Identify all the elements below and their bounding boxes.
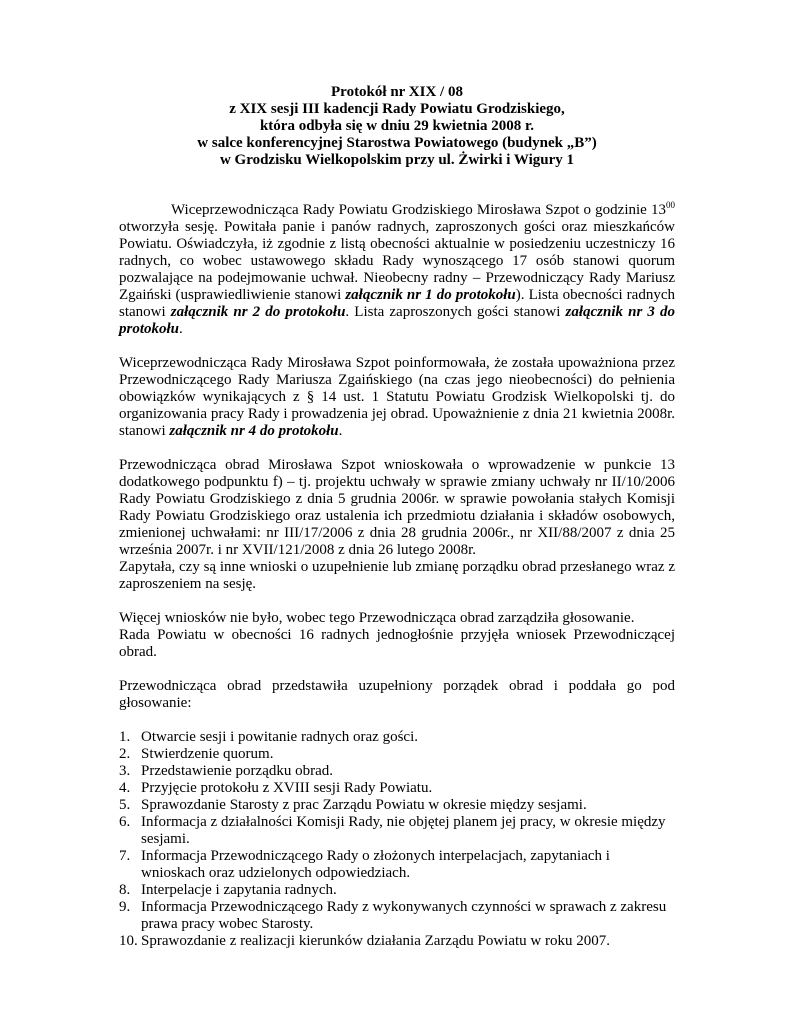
authorization-text-b: .: [338, 423, 343, 439]
agenda-item: [119, 814, 675, 848]
attachment-4-ref: załącznik nr 4 do protokołu: [169, 423, 339, 439]
title-line-5: w Grodzisku Wielkopolskim przy ul. Żwirki i Wigury 1: [219, 152, 575, 168]
agenda-item-text: Przedstawienie porządku obrad.: [141, 763, 334, 779]
agenda-item-text: Interpelacje i zapytania radnych.: [141, 882, 337, 898]
paragraph-vote-result: Rada Powiatu w obecności 16 radnych jednogłośnie przyjęła wniosek Przewodniczącej obrad.: [119, 627, 675, 660]
agenda-item-number: 3.: [119, 763, 131, 779]
agenda-item-text: Przyjęcie protokołu z XVIII sesji Rady Powiatu.: [141, 780, 433, 796]
title-line-1: Protokół nr XIX / 08: [331, 84, 463, 100]
agenda-item-number: 5.: [119, 797, 131, 813]
agenda-item-text: Stwierdzenie quorum.: [141, 746, 274, 762]
document-page: [119, 84, 675, 950]
agenda-item: [119, 933, 675, 950]
opening-text-e: .: [179, 321, 183, 337]
agenda-item-text: Sprawozdanie Starosty z prac Zarządu Powiatu w okresie między sesjami.: [141, 797, 587, 813]
agenda-item-number: 2.: [119, 746, 131, 762]
agenda-item-text: Sprawozdanie z realizacji kierunków działania Zarządu Powiatu w roku 2007.: [141, 933, 610, 949]
agenda-item-text: Informacja Przewodniczącego Rady z wykonywanych czynności w sprawach z zakresu prawa pracy wobec Starosty.: [141, 899, 667, 932]
agenda-item-number: 7.: [119, 848, 131, 864]
paragraph-authorization: [119, 355, 675, 440]
agenda-item: [119, 763, 675, 780]
title-line-3: która odbyła się w dniu 29 kwietnia 2008 r.: [259, 118, 535, 134]
paragraph-opening: [119, 202, 675, 338]
agenda-item: [119, 729, 675, 746]
agenda-item-number: 8.: [119, 882, 131, 898]
paragraph-agenda-intro: Przewodnicząca obrad przedstawiła uzupełniony porządek obrad i poddała go pod głosowanie:: [119, 678, 675, 711]
paragraph-vote-call: Więcej wniosków nie było, wobec tego Przewodnicząca obrad zarządziła głosowanie.: [119, 610, 635, 626]
agenda-item-text: Otwarcie sesji i powitanie radnych oraz gości.: [141, 729, 418, 745]
agenda-item-text: Informacja z działalności Komisji Rady, nie objętej planem jej pracy, w okresie między sesjami.: [141, 814, 666, 847]
agenda-item: [119, 899, 675, 933]
agenda-item-number: 4.: [119, 780, 131, 796]
attachment-2-ref: załącznik nr 2 do protokołu: [170, 304, 346, 320]
agenda-item-number: 9.: [119, 899, 131, 915]
agenda-list: [119, 729, 675, 950]
agenda-item-text: Informacja Przewodniczącego Rady o złożonych interpelacjach, zapytaniach i wnioskach oraz udzielonych odpowiedziach.: [141, 848, 610, 881]
agenda-item: [119, 797, 675, 814]
title-line-2: z XIX sesji III kadencji Rady Powiatu Grodziskiego,: [229, 101, 565, 117]
agenda-item-number: 10.: [119, 933, 138, 949]
paragraph-question: Zapytała, czy są inne wnioski o uzupełnienie lub zmianę porządku obrad przesłanego wraz z zaproszeniem na sesję.: [119, 559, 675, 592]
opening-text-b: otworzyła sesję. Powitała panie i panów radnych, zaproszonych gości oraz mieszkańców Powiatu. Oświadczyła, iż zgodnie z listą obecności aktualnie w posiedzeniu uczestniczy 16 radnych, co wobec ustawowego składu Rady wynoszącego 17 osób stanowi quorum pozwalające na podejmowanie uchwał. Nieobecny radny – Przewodniczący Rady Mariusz Zgaiński (usprawiedliwienie stanowi: [119, 219, 675, 303]
agenda-item-number: 6.: [119, 814, 131, 830]
opening-text-a: Wiceprzewodnicząca Rady Powiatu Grodziskiego Mirosława Szpot o godzinie 13: [171, 202, 666, 218]
time-superscript: 00: [666, 200, 675, 210]
paragraph-motion: Przewodnicząca obrad Mirosława Szpot wnioskowała o wprowadzenie w punkcie 13 dodatkowego podpunktu f) – tj. projektu uchwały w sprawie zmiany uchwały nr II/10/2006 Rady Powiatu Grodziskiego z dnia 5 grudnia 2006r. w sprawie powołania stałych Komisji Rady Powiatu Grodziskiego oraz ustalenia ich przedmiotu działania i składów osobowych, zmienionej uchwałami: nr III/17/2006 z dnia 28 grudnia 2006r., nr XII/88/2007 z dnia 25 września 2007r. i nr XVII/121/2008 z dnia 26 lutego 2008r.: [119, 457, 675, 558]
agenda-item-number: 1.: [119, 729, 131, 745]
authorization-text-a: Wiceprzewodnicząca Rady Mirosława Szpot poinformowała, że została upoważniona przez Przewodniczącego Rady Mariusza Zgaińskiego (na czas jego nieobecności) do pełnienia obowiązków wynikających z § 14 ust. 1 Statutu Powiatu Grodzisk Wielkopolski tj. do organizowania pracy Rady i prowadzenia jej obrad. Upoważnienie z dnia 21 kwietnia 2008r. stanowi: [119, 355, 675, 439]
agenda-item: [119, 780, 675, 797]
opening-text-d: . Lista zaproszonych gości stanowi: [345, 304, 566, 320]
agenda-item: [119, 848, 675, 882]
document-title: [119, 84, 675, 169]
attachment-1-ref: załącznik nr 1 do protokołu: [345, 287, 516, 303]
agenda-item: [119, 882, 675, 899]
agenda-item: [119, 746, 675, 763]
attachment-3-ref: załącznik nr 3 do protokołu: [119, 304, 675, 337]
opening-text-c: ). Lista obecności radnych stanowi: [119, 287, 675, 320]
title-line-4: w salce konferencyjnej Starostwa Powiatowego (budynek „B”): [197, 135, 597, 151]
